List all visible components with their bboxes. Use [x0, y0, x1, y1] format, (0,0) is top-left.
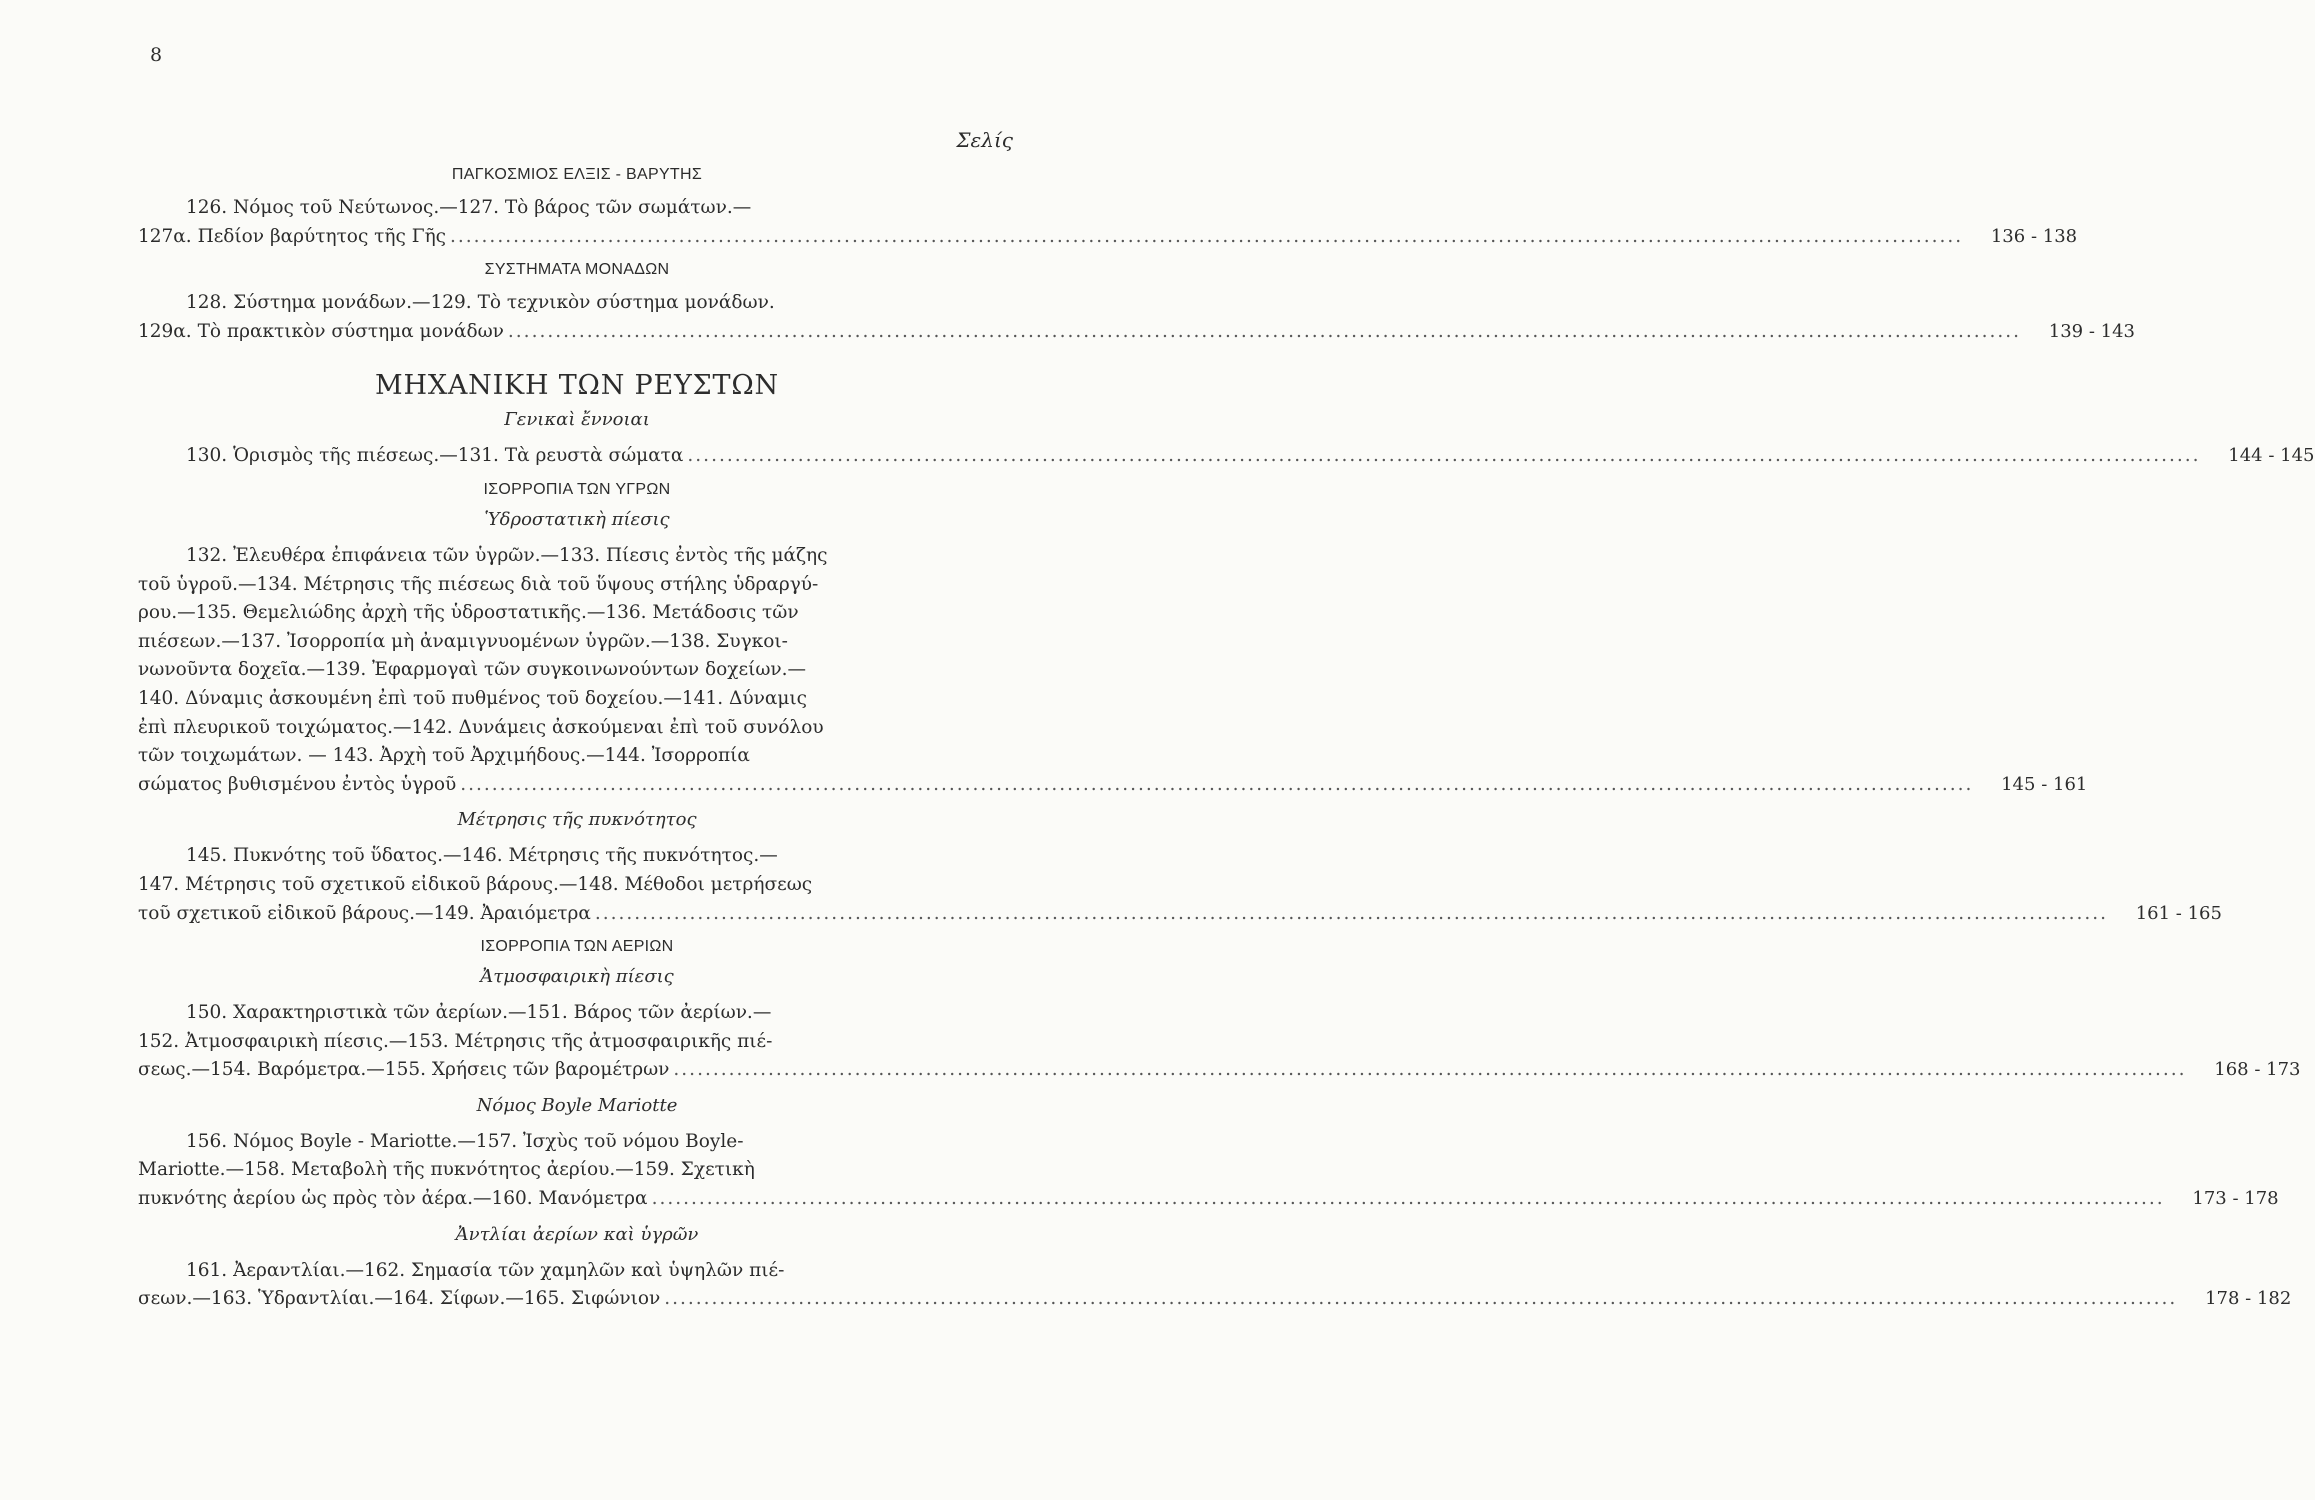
page-number: 8 — [150, 44, 163, 66]
entry-line: 152. Ἀτμοσφαιρικὴ πίεσις.—153. Μέτρησις τῆς ἀτμοσφαιρικῆς πιέ- — [138, 1030, 773, 1052]
entry-line: τοῦ σχετικοῦ εἰδικοῦ βάρους.—149. Ἀραιόμετρα — [138, 902, 591, 924]
entry-line: πιέσεων.—137. Ἰσορροπία μὴ ἀναμιγνυομένων ὑγρῶν.—138. Συγκοι- — [138, 630, 788, 652]
page-range: 139 - 143 — [2048, 320, 2135, 342]
dot-leader: ................................................................................................................................................................................................ — [664, 1288, 2178, 1310]
toc-entry — [138, 842, 2222, 928]
toc-entry — [138, 1257, 2292, 1314]
section-heading: ΣΥΣΤΗΜΑΤΑ ΜΟΝΑΔΩΝ — [484, 261, 670, 279]
toc-entry — [138, 1128, 2279, 1214]
entry-line: 161. Ἀεραντλίαι.—162. Σημασία τῶν χαμηλῶν καὶ ὑψηλῶν πιέ- — [186, 1259, 785, 1281]
entry-line: νωνοῦντα δοχεῖα.—139. Ἐφαρμογαὶ τῶν συγκοινωνούντων δοχείων.— — [138, 659, 807, 681]
pages-column-label: Σελίς — [956, 128, 1013, 152]
entry-line: 140. Δύναμις ἀσκουμένη ἐπὶ τοῦ πυθμένος τοῦ δοχείου.—141. Δύναμις — [138, 687, 807, 709]
toc-entry — [138, 442, 2315, 471]
entry-last-line — [138, 771, 2088, 800]
entry-line: σεως.—154. Βαρόμετρα.—155. Χρήσεις τῶν βαρομέτρων — [138, 1059, 670, 1081]
entry-line: σώματος βυθισμένου ἐντὸς ὑγροῦ — [138, 773, 457, 795]
toc-entry — [138, 999, 2301, 1085]
subsection-heading: Μέτρησις τῆς πυκνότητος — [457, 809, 697, 831]
dot-leader: ................................................................................................................................................................................................ — [687, 445, 2201, 467]
subsection-heading: Γενικαὶ ἔννοιαι — [504, 409, 650, 431]
entry-last-line — [138, 1185, 2279, 1214]
subsection-heading: Ἀντλίαι ἀερίων καὶ ὑγρῶν — [455, 1223, 699, 1245]
entry-line: πυκνότης ἀερίου ὡς πρὸς τὸν ἀέρα.—160. Μανόμετρα — [138, 1188, 648, 1210]
entry-line: ἐπὶ πλευρικοῦ τοιχώματος.—142. Δυνάμεις ἀσκούμεναι ἐπὶ τοῦ συνόλου — [138, 716, 824, 738]
section-heading: ΙΣΟΡΡΟΠΙΑ ΤΩΝ ΥΓΡΩΝ — [483, 480, 671, 498]
page-range: 168 - 173 — [2214, 1059, 2301, 1081]
entry-line: 147. Μέτρησις τοῦ σχετικοῦ εἰδικοῦ βάρους.—148. Μέθοδοι μετρήσεως — [138, 873, 813, 895]
dot-leader: ................................................................................................................................................................................................ — [594, 902, 2108, 924]
entry-line: τοῦ ὑγροῦ.—134. Μέτρησις τῆς πιέσεως διὰ τοῦ ὕψους στήλης ὑδραργύ- — [138, 573, 819, 595]
table-of-contents — [138, 160, 2315, 1324]
entry-last-line — [138, 1285, 2292, 1314]
entry-line: 126. Νόμος τοῦ Νεύτωνος.—127. Τὸ βάρος τῶν σωμάτων.— — [186, 197, 752, 218]
page-range: 173 - 178 — [2192, 1188, 2279, 1210]
dot-leader: ................................................................................................................................................................................................ — [460, 773, 1974, 795]
toc-entry — [138, 289, 2135, 346]
entry-line: 130. Ὁρισμὸς τῆς πιέσεως.—131. Τὰ ρευστὰ σώματα — [186, 445, 684, 467]
entry-line: 132. Ἐλευθέρα ἐπιφάνεια τῶν ὑγρῶν.—133. Πίεσις ἐντὸς τῆς μάζης — [186, 544, 828, 566]
entry-line: τῶν τοιχωμάτων. — 143. Ἀρχὴ τοῦ Ἀρχιμήδους.—144. Ἰσορροπία — [138, 745, 750, 767]
chapter-title: ΜΗΧΑΝΙΚΗ ΤΩΝ ΡΕΥΣΤΩΝ — [375, 370, 779, 402]
page-range: 178 - 182 — [2205, 1288, 2292, 1310]
entry-line: ρου.—135. Θεμελιώδης ἀρχὴ τῆς ὑδροστατικῆς.—136. Μετάδοσις τῶν — [138, 602, 799, 624]
section-heading: ΙΣΟΡΡΟΠΙΑ ΤΩΝ ΑΕΡΙΩΝ — [480, 938, 674, 956]
entry-line: 145. Πυκνότης τοῦ ὕδατος.—146. Μέτρησις τῆς πυκνότητος.— — [186, 845, 778, 867]
entry-last-line — [138, 900, 2222, 929]
entry-line: 127α. Πεδίον βαρύτητος τῆς Γῆς — [138, 225, 447, 247]
subsection-heading: Ἀτμοσφαιρικὴ πίεσις — [480, 966, 674, 988]
subsection-heading: Νόμος Boyle Mariotte — [476, 1094, 678, 1116]
dot-leader: ................................................................................................................................................................................................ — [673, 1059, 2187, 1081]
page-range: 136 - 138 — [1990, 225, 2078, 247]
section-heading: ΠΑΓΚΟΣΜΙΟΣ ΕΛΞΙΣ - ΒΑΡΥΤΗΣ — [451, 166, 703, 183]
subsection-heading: Ὑδροστατικὴ πίεσις — [484, 508, 670, 530]
entry-last-line — [138, 318, 2135, 347]
dot-leader: ................................................................................................................................................................................................ — [507, 320, 2021, 342]
page-range: 144 - 145 — [2228, 445, 2315, 467]
toc-entry — [138, 542, 2088, 799]
entry-line: σεων.—163. Ὑδραντλίαι.—164. Σίφων.—165. Σιφώνιον — [138, 1288, 661, 1310]
page-range: 145 - 161 — [2001, 773, 2088, 795]
entry-line: Mariotte.—158. Μεταβολὴ τῆς πυκνότητος ἀερίου.—159. Σχετικὴ — [138, 1159, 755, 1181]
entry-last-line — [138, 442, 2315, 471]
toc-entry — [138, 194, 2078, 251]
page-range: 161 - 165 — [2135, 902, 2222, 924]
dot-leader: ................................................................................................................................................................................................ — [651, 1188, 2165, 1210]
entry-line: 129α. Τὸ πρακτικὸν σύστημα μονάδων — [138, 320, 504, 342]
dot-leader: ................................................................................................................................................................................................ — [450, 225, 1964, 247]
entry-line: 128. Σύστημα μονάδων.—129. Τὸ τεχνικὸν σύστημα μονάδων. — [186, 292, 775, 314]
entry-line: 156. Νόμος Boyle - Mariotte.—157. Ἰσχὺς τοῦ νόμου Boyle- — [186, 1130, 744, 1152]
entry-line: 150. Χαρακτηριστικὰ τῶν ἀερίων.—151. Βάρος τῶν ἀερίων.— — [186, 1002, 772, 1024]
entry-last-line — [138, 223, 2078, 252]
entry-last-line — [138, 1056, 2301, 1085]
